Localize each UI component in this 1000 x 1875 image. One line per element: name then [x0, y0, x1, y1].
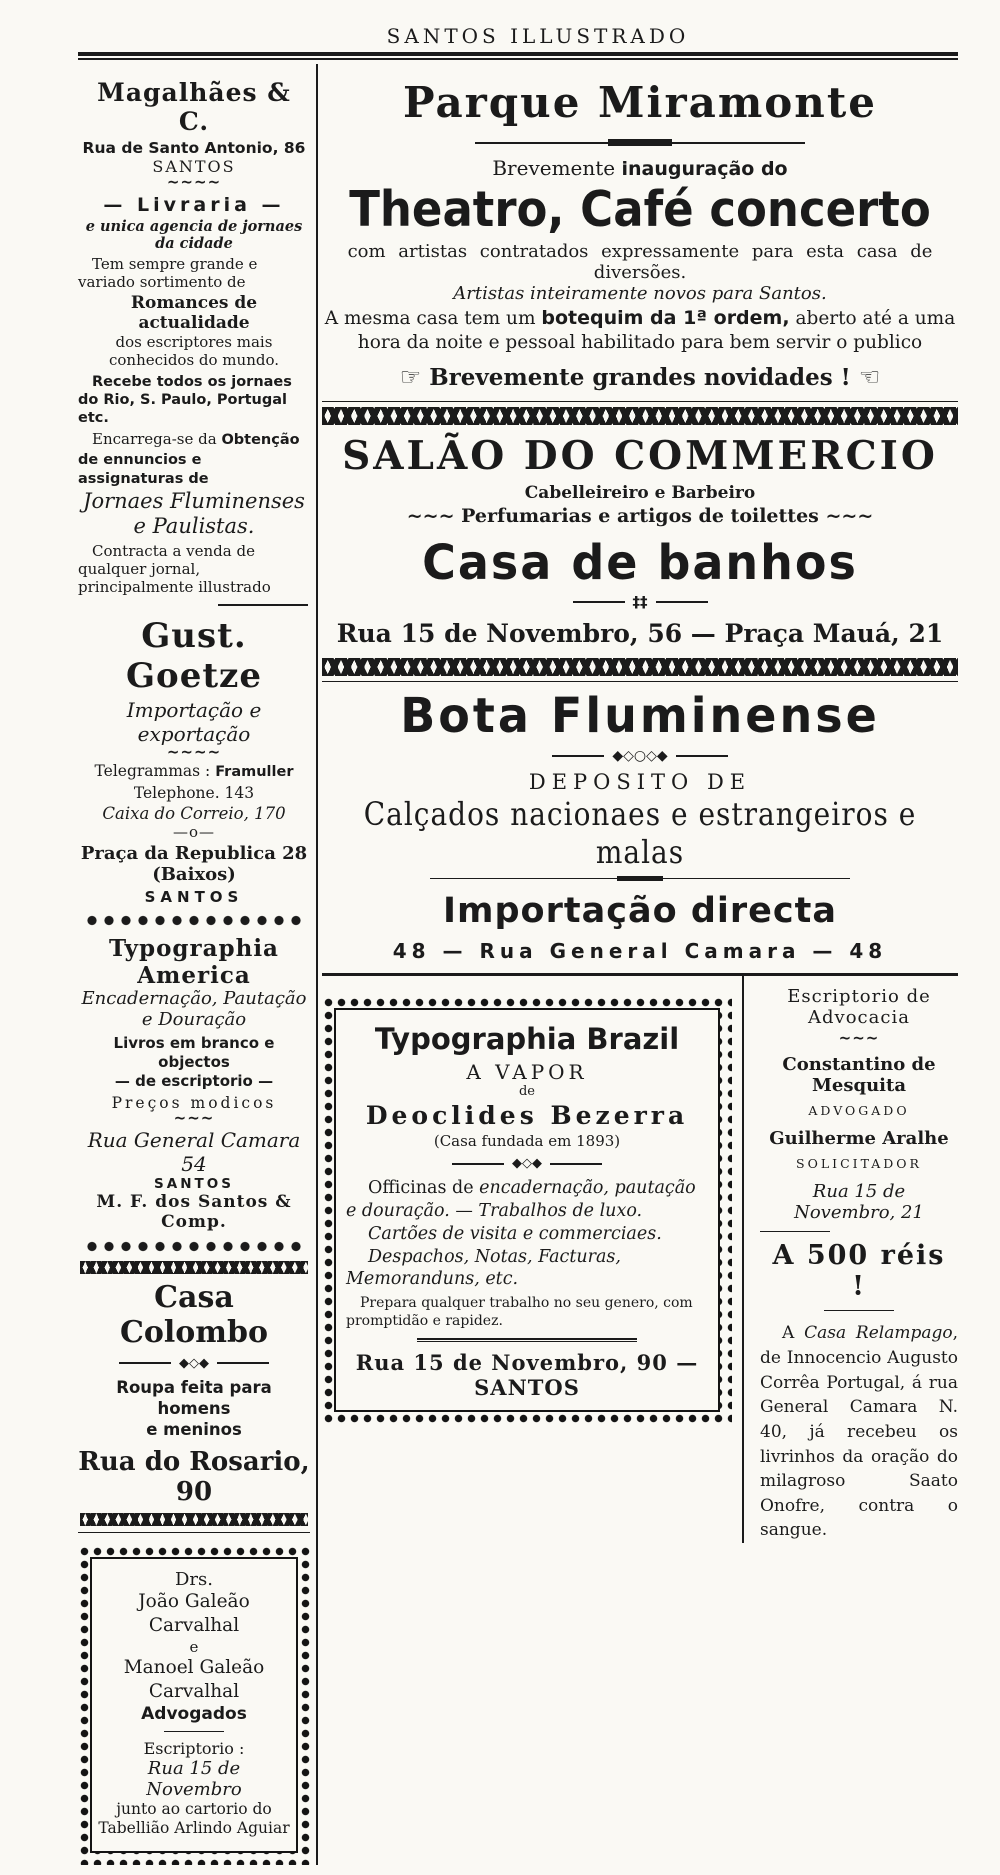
de-line: de	[518, 1084, 535, 1100]
paragraph: Recebe todos os jornaes do Rio, S. Paulo, Portugal etc.	[78, 374, 292, 427]
ad-salao-commercio	[322, 433, 958, 648]
romances-heading: Romances de actualidade	[130, 293, 258, 333]
subtitle-line	[322, 505, 958, 527]
advertiser-name: Typographia America	[109, 934, 279, 989]
dash-rule-bar	[617, 876, 663, 881]
ad-casa-colombo	[78, 1280, 310, 1533]
solicitor-name: Guilherme Aralhe	[769, 1128, 949, 1150]
publication-title: SANTOS ILLUSTRADO	[386, 24, 690, 48]
importacao-headline: Importação directa	[443, 891, 837, 932]
wavy-ornament: ~~~	[838, 1029, 880, 1048]
paragraph-italic: Cartões de visita e commerciaes.	[368, 1223, 662, 1244]
paragraph: — de escriptorio —	[114, 1071, 274, 1090]
telegram-line	[78, 762, 310, 780]
section-rule	[78, 1532, 310, 1533]
diamond-ornament: ◆◇○◇◆	[612, 748, 668, 765]
small-rule	[164, 1731, 224, 1732]
ad-gust-goetze	[78, 616, 310, 927]
office-address: Rua 15 de Novembro	[146, 1758, 242, 1801]
perfumarias-text: Perfumarias e artigos de toilettes	[461, 505, 819, 528]
jornaes-heading: e Paulistas.	[133, 513, 255, 538]
text-run-italic: Casa Relampago	[804, 1323, 953, 1344]
subtitle-line: Cabelleireiro e Barbeiro	[524, 483, 756, 504]
section-rule	[322, 681, 958, 682]
paragraph	[322, 306, 958, 355]
ad-title: Typographia Brazil	[374, 1022, 680, 1057]
advertiser-city: SANTOS	[144, 887, 244, 906]
text-run-bold: Obtenção de ennuncios e assignaturas de	[78, 432, 300, 488]
paragraph-italic: Despachos, Notas, Facturas, Memoranduns, etc.	[346, 1246, 621, 1290]
title-rule-bar	[608, 139, 672, 146]
column-divider	[316, 64, 318, 1865]
paragraph: Livros em branco e objectos	[113, 1034, 275, 1072]
ornament-divider	[530, 593, 750, 611]
tagline: e unica agencia de jornaes da cidade	[85, 218, 303, 252]
calcados-line: Calçados nacionaes e estrangeiros e malas	[363, 795, 917, 872]
text-run: —	[449, 1201, 479, 1222]
advertiser-name: Magalhães & C.	[97, 78, 291, 136]
ad-bota-fluminense	[322, 688, 958, 963]
notice-paragraph	[760, 1321, 958, 1543]
advertiser-name: Gust. Goetze	[126, 615, 262, 696]
paragraph: e meninos	[146, 1420, 242, 1440]
subtitle-line	[322, 156, 958, 180]
separator-ornament: —o—	[172, 822, 216, 841]
braid-ornament	[80, 1513, 308, 1526]
cross-ornament: ‡‡	[632, 593, 648, 612]
ad-title: Bota Fluminense	[400, 686, 880, 744]
masthead	[78, 24, 958, 60]
profession-line: SOLICITADOR	[796, 1156, 922, 1172]
dash-rule	[430, 876, 850, 881]
chain-ornament	[80, 1240, 308, 1253]
braid-ornament	[322, 407, 958, 425]
braid-ornament	[80, 1261, 308, 1274]
small-rule	[824, 1310, 894, 1311]
value: Framuller	[215, 763, 294, 780]
ad-magalhaes	[78, 78, 310, 606]
ad-typographia-brazil	[334, 1008, 720, 1412]
prices-line: Preços modicos	[111, 1093, 277, 1112]
bottom-row	[322, 976, 958, 1543]
text-run-italic: Trabalhos de luxo.	[478, 1201, 643, 1222]
title-rule	[475, 139, 805, 146]
wavy-ornament: ~~~	[406, 505, 455, 528]
ad-typographia-america	[78, 935, 310, 1274]
text-run: A	[782, 1323, 805, 1344]
owner-name: Deoclides Bezerra	[365, 1101, 689, 1131]
masthead-rule	[78, 52, 958, 60]
founded-line: (Casa fundada em 1893)	[433, 1132, 621, 1151]
office-address: Rua 15 de Novembro, 21	[794, 1181, 924, 1224]
title-line: Drs.	[175, 1568, 213, 1590]
wavy-ornament: ~~~	[825, 505, 874, 528]
deposito-line: DEPOSITO DE	[528, 770, 752, 795]
left-column	[78, 60, 316, 1865]
pointing-hand-right-icon: ☞	[399, 363, 422, 392]
advertiser-city: SANTOS	[152, 157, 236, 176]
wavy-ornament: ~~~~	[166, 742, 222, 761]
business-line: Encadernação, Pautação	[81, 987, 307, 1009]
business-line: Importação e exportação	[126, 697, 262, 746]
advertiser-city: SANTOS	[154, 1175, 234, 1192]
text-run: aberto até a uma hora da noite e pessoal habilitado para bem servir o publico	[357, 308, 956, 354]
ad-parque-miramonte	[322, 78, 958, 391]
section-rule	[322, 401, 958, 402]
chain-ornament	[80, 914, 308, 927]
text-run: Encarrega-se da	[92, 430, 222, 449]
small-rule	[760, 1231, 830, 1232]
lawyer-name: João Galeão Carvalhal	[138, 1590, 250, 1636]
ad-typographia-brazil-wrap	[322, 976, 742, 1543]
paragraph: com artistas contratados expressamente para esta casa de diversões.	[347, 241, 933, 284]
lawyer-name: Constantino de Mesquita	[782, 1054, 936, 1097]
advertiser-name: Casa Colombo	[119, 1279, 269, 1350]
office-address-2: junto ao cartorio do	[116, 1800, 272, 1819]
conjunction: e	[189, 1637, 199, 1656]
novidades-line	[322, 363, 958, 391]
label: Telegrammas :	[94, 761, 216, 780]
business-line: e Douração	[141, 1008, 247, 1030]
advertiser-address: Praça da Republica 28 (Baixos)	[80, 842, 308, 885]
wavy-ornament: ~~~	[173, 1108, 215, 1127]
postbox-line: Caixa do Correio, 170	[102, 803, 286, 823]
paragraph: Tem sempre grande e variado sortimento de	[78, 255, 258, 291]
paragraph: dos escriptores mais conhecidos do mundo.	[108, 333, 279, 369]
novidades-text: Brevemente grandes novidades !	[429, 364, 851, 392]
text-run-bold: botequim da 1ª ordem,	[541, 307, 790, 330]
double-rule	[417, 1338, 637, 1342]
paragraph	[78, 430, 310, 488]
theatro-headline: Theatro, Café concerto	[349, 180, 931, 239]
text-run: A mesma casa tem um	[324, 308, 542, 330]
profession-line: ADVOGADO	[808, 1103, 910, 1119]
ad-address: Rua 15 de Novembro, 90 — SANTOS	[355, 1350, 699, 1401]
paragraph-italic: Artistas inteiramente novos para Santos.	[453, 283, 827, 305]
text-run: Officinas de	[368, 1178, 480, 1199]
paragraph: Contracta a venda de qualquer jornal, principalmente illustrado	[78, 541, 271, 596]
ad-address: 48 — Rua General Camara — 48	[392, 939, 888, 964]
office-address-3: Tabellião Arlindo Aguiar	[98, 1819, 290, 1838]
diamond-divider	[510, 748, 770, 764]
paragraph: Roupa feita para homens	[116, 1377, 272, 1418]
ad-title: SALÃO DO COMMERCIO	[342, 433, 938, 480]
profession-line: Advogados	[141, 1704, 247, 1725]
ad-address: Rua 15 de Novembro, 56 — Praça Mauá, 21	[336, 619, 944, 649]
main-column	[322, 60, 958, 1865]
ad-carvalhal-box	[78, 1545, 310, 1865]
diamond-ornament: ◆◇◆	[512, 1156, 542, 1172]
lawyer-name: Manoel Galeão Carvalhal	[123, 1656, 265, 1702]
ad-advocacia	[744, 976, 958, 1543]
text-run: Brevemente	[492, 156, 622, 180]
ad-carvalhal	[90, 1557, 298, 1853]
paragraph	[346, 1177, 708, 1223]
advertiser-address: Rua do Rosario, 90	[78, 1446, 310, 1507]
text-run: , de Innocencio Augusto Corrêa Portugal, á rua General Camara N. 40, já recebeu os livrinhos da oração do milagroso Saato Onofre, contra o sangue.	[760, 1323, 958, 1541]
vapor-line: A VAPOR	[466, 1060, 588, 1085]
telephone-line: Telephone. 143	[133, 783, 255, 802]
jornaes-heading: Jornaes Fluminenses	[83, 488, 305, 513]
paragraph-small: Prepara qualquer trabalho no seu genero, com promptidão e rapidez.	[346, 1295, 693, 1329]
ad-typographia-brazil-box	[322, 996, 732, 1424]
diamond-divider	[109, 1356, 279, 1371]
price-headline: A 500 réis !	[772, 1240, 946, 1303]
advertiser-address: Rua de Santo Antonio, 86	[82, 139, 306, 157]
text-run-italic: encadernação, pautação e douração.	[346, 1178, 696, 1222]
livraria-heading: — Livraria —	[103, 194, 285, 216]
text-run-bold: inauguração do	[621, 158, 788, 180]
ad-title: Escriptorio de Advocacia	[787, 986, 931, 1029]
owner-name: M. F. dos Santos & Comp.	[96, 1191, 292, 1232]
banhos-headline: Casa de banhos	[422, 533, 858, 591]
wavy-ornament: ~~~~	[166, 173, 222, 191]
braid-ornament	[322, 658, 958, 676]
ad-title: Parque Miramonte	[403, 78, 877, 127]
office-label: Escriptorio :	[143, 1739, 245, 1759]
diamond-ornament: ◆◇◆	[179, 1355, 209, 1371]
pointing-hand-left-icon: ☜	[858, 363, 881, 392]
section-rule	[218, 604, 308, 606]
page-columns	[78, 60, 958, 1865]
advertiser-address: Rua General Camara 54	[87, 1127, 301, 1176]
diamond-divider	[402, 1156, 652, 1171]
